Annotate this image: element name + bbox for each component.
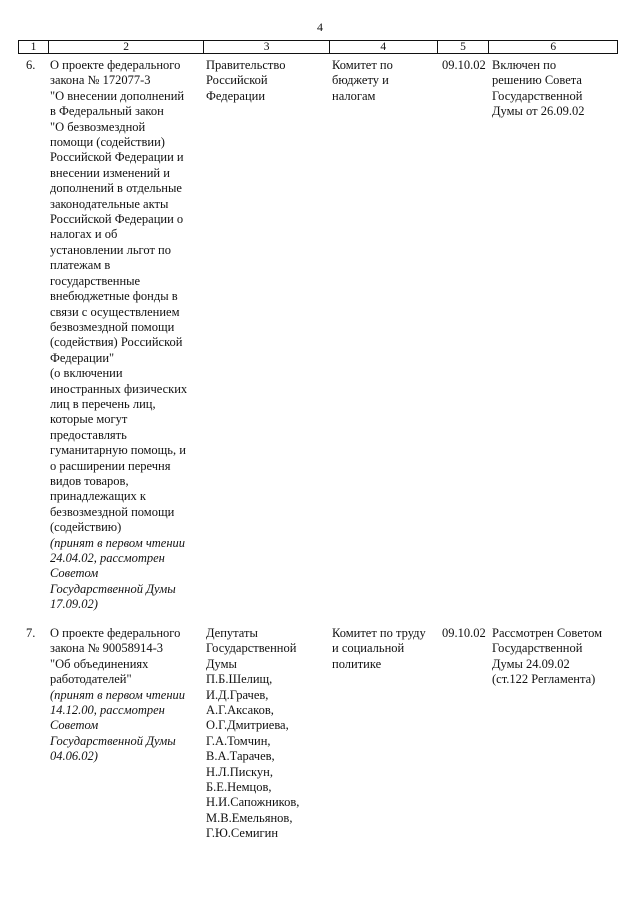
text-line: "О внесении дополнений (50, 88, 185, 103)
committee-cell (330, 626, 438, 842)
row-number: 6. (26, 58, 36, 72)
text-line: Федерации (206, 88, 266, 103)
text-line: А.Г.Аксаков, (206, 703, 274, 718)
text-line: (содействия) Российской (50, 335, 183, 350)
text-line: принадлежащих к (50, 489, 146, 504)
initiator-cell (204, 626, 330, 842)
text-line: налогах и об (50, 227, 118, 242)
text-line: Б.Е.Немцов, (206, 780, 272, 795)
text-line: Н.Л.Пискун, (206, 764, 273, 779)
text-line: Российской (206, 73, 268, 88)
text-line: М.В.Емельянов, (206, 810, 293, 825)
text-line: закона № 172077-3 (50, 73, 151, 88)
text-line: Государственной (206, 641, 297, 656)
text-line: О проекте федерального (50, 626, 181, 640)
text-line: 17.09.02) (50, 597, 98, 612)
text-line: Советом (50, 566, 99, 581)
text-line: Советом (50, 718, 99, 733)
bill-title (50, 58, 204, 536)
text-line: Думы (206, 656, 237, 671)
text-line: помощи (содействии) (50, 135, 165, 150)
text-line: Комитет по труду (332, 626, 426, 640)
date-cell: 09.10.02 (442, 626, 486, 640)
text-line: (принят в первом чтении (50, 535, 186, 550)
text-line: Комитет по (332, 58, 393, 72)
text-line: государственные (50, 273, 141, 288)
text-line: видов товаров, (50, 473, 129, 488)
text-line: Думы от 26.09.02 (492, 104, 585, 119)
text-line: Государственной Думы (50, 733, 176, 748)
text-line: В.А.Тарачев, (206, 749, 275, 764)
column-header-3: 3 (204, 41, 330, 53)
text-line: внесении изменений и (50, 165, 170, 180)
text-line: закона № 90058914-3 (50, 641, 164, 656)
text-line: которые могут (50, 412, 128, 427)
text-line: политике (332, 656, 382, 671)
text-line: бюджету и (332, 73, 389, 88)
bill-title-cell (48, 626, 204, 842)
text-line: о расширении перечня (50, 458, 171, 473)
text-line: О проекте федерального (50, 58, 181, 72)
text-line: работодателей" (50, 672, 132, 687)
text-line: Российской Федерации и (50, 150, 184, 165)
committee-cell (330, 58, 438, 613)
table-row (18, 58, 618, 613)
text-line: связи с осуществлением (50, 304, 180, 319)
text-line: решению Совета (492, 73, 582, 88)
text-line: лиц в перечень лиц, (50, 396, 156, 411)
date-cell: 09.10.02 (442, 58, 486, 72)
text-line: Государственной Думы (50, 581, 176, 596)
text-line: законодательные акты (50, 196, 169, 211)
column-header-4: 4 (330, 41, 438, 53)
text-line: внебюджетные фонды в (50, 289, 178, 304)
text-line: дополнений в отдельные (50, 181, 182, 196)
text-line: (принят в первом чтении (50, 687, 186, 702)
text-line: Рассмотрен Советом (492, 626, 603, 640)
text-line: Н.И.Сапожников, (206, 795, 300, 810)
column-header-1: 1 (19, 41, 49, 53)
text-line: и социальной (332, 641, 405, 656)
text-line: Государственной (492, 88, 583, 103)
text-line: "Об объединениях (50, 656, 149, 671)
text-line: (содействию) (50, 520, 122, 535)
text-line: 24.04.02, рассмотрен (50, 551, 165, 565)
text-line: 04.06.02) (50, 749, 98, 764)
column-header-5: 5 (438, 41, 490, 53)
text-line: налогам (332, 88, 376, 103)
decision-cell (490, 626, 618, 842)
decision-cell (490, 58, 618, 613)
text-line: Г.Ю.Семигин (206, 826, 279, 841)
text-line: платежам в (50, 258, 111, 273)
text-line: безвозмездной помощи (50, 504, 175, 519)
text-line: Российской Федерации о (50, 212, 184, 227)
text-line: 14.12.00, рассмотрен (50, 703, 165, 718)
text-line: (ст.122 Регламента) (492, 672, 596, 687)
text-line: гуманитарную помощь, и (50, 443, 186, 458)
column-header-2: 2 (49, 41, 204, 53)
text-line: Государственной (492, 641, 583, 656)
page-number: 4 (317, 20, 323, 34)
text-line: иностранных физических (50, 381, 188, 396)
bill-note (50, 536, 204, 613)
text-line: безвозмездной помощи (50, 319, 175, 334)
text-line: (о включении (50, 366, 123, 381)
text-line: Думы 24.09.02 (492, 656, 570, 671)
bill-note (50, 688, 204, 765)
text-line: в Федеральный закон (50, 104, 164, 119)
row-number: 7. (26, 626, 36, 640)
text-line: Депутаты (206, 626, 258, 640)
initiator-cell (204, 58, 330, 613)
bill-title (50, 626, 204, 688)
column-header-6: 6 (550, 41, 557, 53)
text-line: О.Г.Дмитриева, (206, 718, 289, 733)
table-header-row (18, 40, 618, 54)
text-line: Правительство (206, 58, 286, 72)
bill-title-cell (48, 58, 204, 613)
table-row (18, 626, 618, 842)
text-line: Федерации" (50, 350, 115, 365)
text-line: предоставлять (50, 427, 127, 442)
text-line: установлении льгот по (50, 242, 171, 257)
text-line: И.Д.Грачев, (206, 687, 269, 702)
text-line: Включен по (492, 58, 557, 72)
text-line: "О безвозмездной (50, 119, 146, 134)
text-line: П.Б.Шелищ, (206, 672, 273, 687)
text-line: Г.А.Томчин, (206, 733, 271, 748)
